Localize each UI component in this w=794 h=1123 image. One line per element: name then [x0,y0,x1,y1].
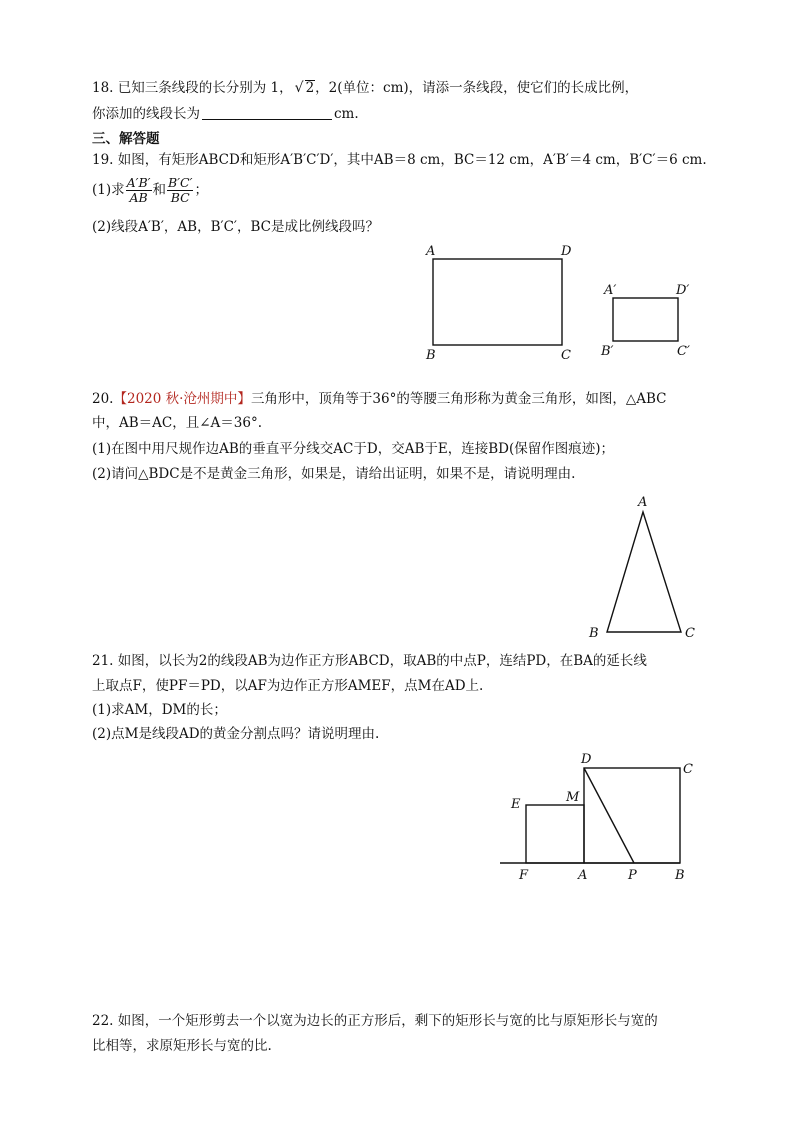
fraction-ab-denominator: AB [129,190,148,205]
label-b: B [675,868,685,883]
q22-line2: 比相等，求原矩形长与宽的比. [92,1038,272,1054]
q21-part1: (1)求AM，DM的长； [92,702,227,718]
q18-text-b: ，2(单位：cm)，请添一条线段，使它们的长成比例， [315,80,639,96]
label-c: C [561,348,571,363]
label-c: C [683,762,693,777]
rectangle-abcd-prime [613,298,678,341]
fraction-ab-numerator: A′B′ [126,175,151,190]
fraction-bc-numerator: B′C′ [168,175,193,190]
label-d: D [581,752,592,767]
label-m: M [566,790,580,805]
label-c: C [685,626,695,641]
q21-line1: 21. 如图，以长为2的线段AB为边作正方形ABCD，取AB的中点P，连结PD，在BA的延长线 [92,653,647,669]
q18-text-c: 你添加的线段长为 [92,106,200,122]
label-d-prime: D′ [676,283,690,298]
q19-line1: 19. 如图，有矩形ABCD和矩形A′B′C′D′，其中AB＝8 cm，BC＝12 cm，A′B′＝4 cm，B′C′＝6 cm. [92,152,707,168]
q21-line2: 上取点F，使PF＝PD，以AF为边作正方形AMEF，点M在AD上. [92,678,484,694]
segment-pd [584,768,634,863]
q18-text-d: cm. [334,106,359,122]
label-a: A [638,495,648,510]
label-a: A [426,244,436,259]
triangle-abc [607,512,681,632]
label-b: B [589,626,599,641]
label-e: E [511,797,521,812]
q20-line1 [92,389,667,409]
q19-part1 [92,175,208,205]
rectangle-abcd [433,259,562,345]
square-amef [526,805,584,863]
q20-number: 20. [92,391,114,407]
q19-figure [410,238,710,363]
label-a: A [578,868,588,883]
square-abcd [584,768,680,863]
section-title: 三、解答题 [92,131,160,147]
q20-source-tag: 【2020 秋·沧州期中】 [113,391,251,407]
label-p: P [628,868,637,883]
q21-part2: (2)点M是线段AD的黄金分割点吗？请说明理由. [92,726,380,742]
q19-part1-prefix: (1)求 [92,182,125,198]
sqrt-value: 2 [305,80,315,96]
q22-line1: 22. 如图，一个矩形剪去一个以宽为边长的正方形后，剩下的矩形长与宽的比与原矩形长与宽的 [92,1013,658,1029]
fraction-ab [126,176,152,205]
label-a-prime: A′ [604,283,617,298]
q21-figure [490,745,720,890]
fraction-bc-denominator: BC [170,190,190,205]
label-d: D [561,244,572,259]
q18-line1 [92,78,638,98]
fraction-bc [167,176,193,205]
q18-text-a: 18. 已知三条线段的长分别为 1， [92,80,293,96]
q20-line1-text: 三角形中，顶角等于36°的等腰三角形称为黄金三角形，如图，△ABC [250,391,667,407]
q19-part2: (2)线段A′B′，AB，B′C′，BC是成比例线段吗？ [92,219,379,235]
q20-line2: 中，AB＝AC，且∠A＝36°. [92,415,263,431]
q20-figure [585,490,705,645]
q19-part1-and: 和 [152,182,167,198]
q19-part1-suffix: ； [194,182,208,198]
q20-part2: (2)请问△BDC是不是黄金三角形，如果是，请给出证明，如果不是，请说明理由. [92,466,576,482]
q18-line2 [92,104,359,124]
label-f: F [519,868,529,883]
q18-answer-blank[interactable] [202,105,332,120]
label-b-prime: B′ [601,344,614,359]
label-c-prime: C′ [677,344,690,359]
q20-part1: (1)在图中用尺规作边AB的垂直平分线交AC于D，交AB于E，连接BD(保留作图痕迹)； [92,441,614,457]
sqrt-symbol: √ [294,80,304,96]
label-b: B [426,348,436,363]
